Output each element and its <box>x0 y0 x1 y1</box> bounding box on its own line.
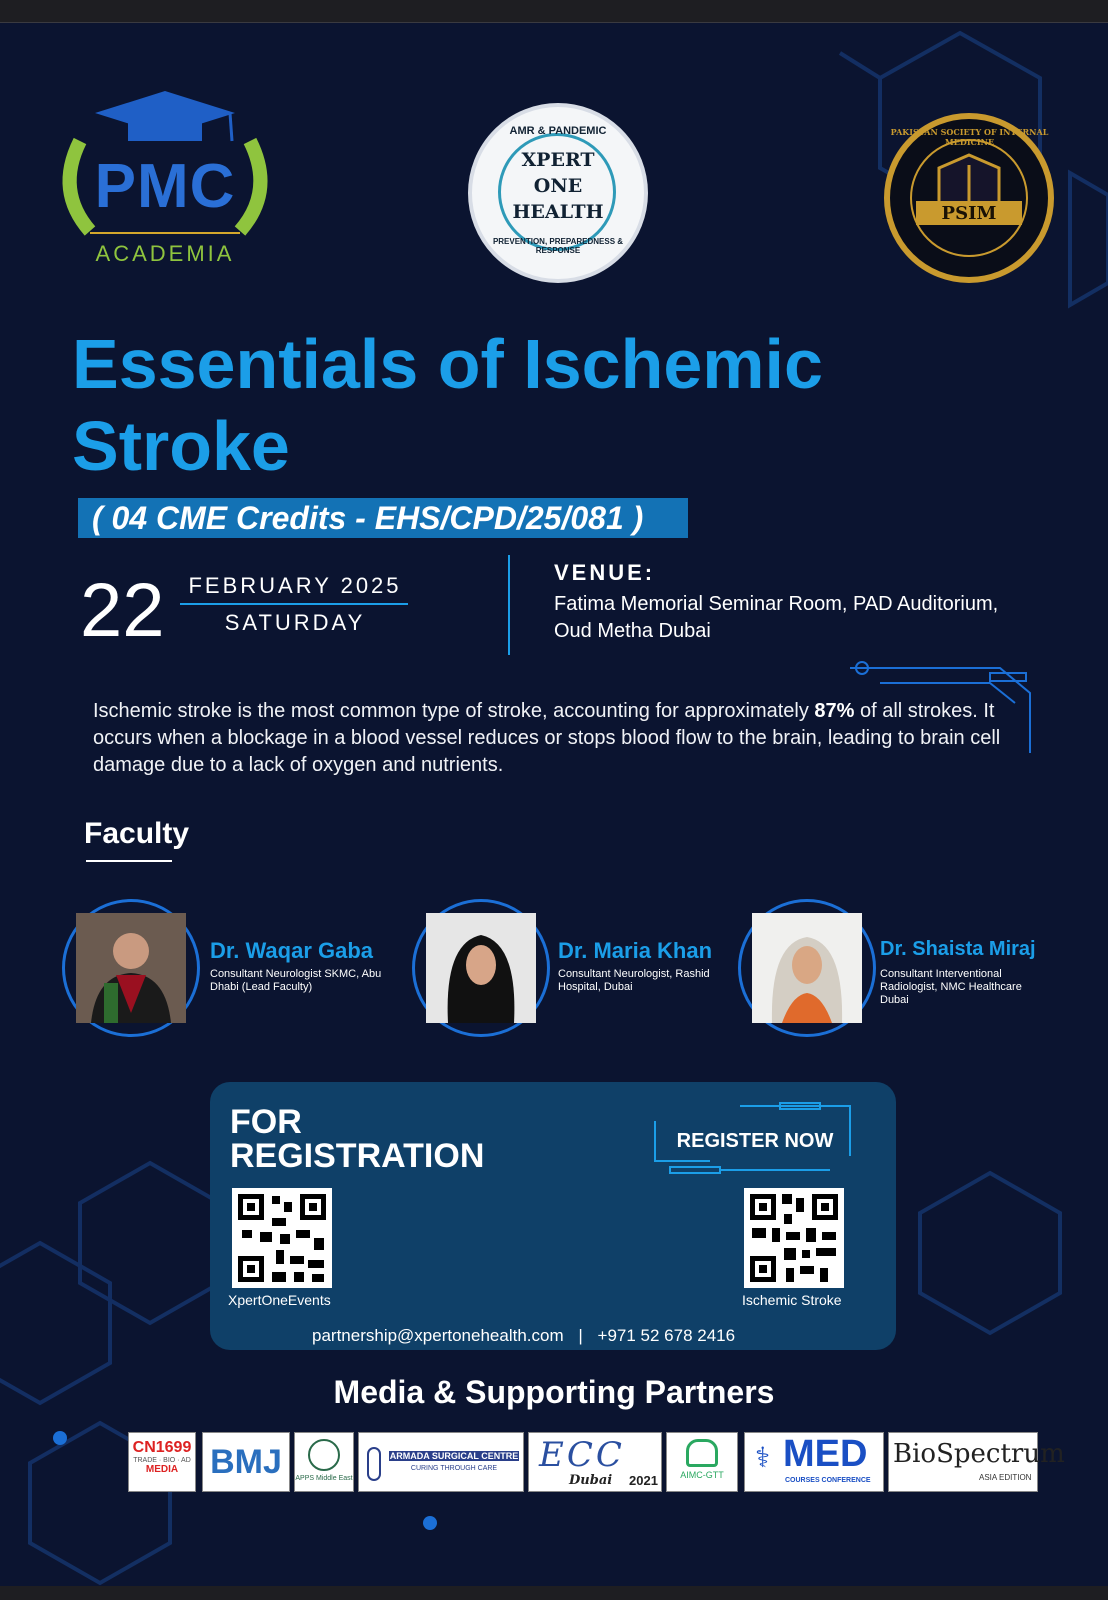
contact-line <box>312 1326 872 1346</box>
partner-subtext: COURSES CONFERENCE <box>785 1477 871 1484</box>
event-month-year: FEBRUARY 2025 <box>188 573 402 598</box>
event-weekday: SATURDAY <box>224 610 366 635</box>
partner-name: BMJ <box>210 1443 282 1481</box>
partner-subtext: CURING THROUGH CARE <box>410 1465 498 1472</box>
register-now-button[interactable]: REGISTER NOW <box>660 1119 850 1161</box>
faculty-heading: Faculty <box>84 817 190 850</box>
description-highlight: 87% <box>814 700 855 722</box>
psim-badge-text: PSIM <box>941 203 997 224</box>
avatar <box>752 913 862 1023</box>
event-title-line1: Essentials of Ischemic <box>72 325 823 403</box>
partner-logo-med <box>744 1432 884 1492</box>
xpert-logo-line3: HEALTH <box>512 201 604 223</box>
faculty-role-maria-khan: Consultant Neurologist, Rashid Hospital, Dubai <box>558 968 710 993</box>
registration-heading-line2: REGISTRATION <box>230 1137 485 1175</box>
partner-name: AIMC-GTT <box>680 1470 724 1480</box>
faculty-underline <box>86 860 172 862</box>
partner-logo-apps <box>294 1432 354 1492</box>
partner-name: BioSpectrum <box>893 1439 1065 1469</box>
contact-phone[interactable]: +971 52 678 2416 <box>597 1326 736 1345</box>
faculty-name-waqar-gaba: Dr. Waqar Gaba <box>210 938 374 963</box>
faculty-name-shaista-miraj: Dr. Shaista Miraj <box>880 938 1036 960</box>
faculty-name-maria-khan: Dr. Maria Khan <box>558 938 713 963</box>
partner-logo-armada <box>358 1432 524 1492</box>
partners-heading: Media & Supporting Partners <box>333 1374 775 1410</box>
armada-emblem-icon <box>367 1447 381 1481</box>
psim-arc-text: PAKISTAN SOCIETY OF INTERNAL MEDICINE <box>890 127 1049 147</box>
psim-logo <box>882 113 1057 283</box>
pmc-logo-subtext: ACADEMIA <box>95 241 235 266</box>
xpert-logo-arc-top: AMR & PANDEMIC <box>509 125 607 137</box>
caduceus-icon: ⚕ <box>755 1442 771 1473</box>
partner-logo-biospectrum <box>888 1432 1065 1492</box>
person-silhouette-icon <box>76 913 186 1023</box>
venue-line1: Fatima Memorial Seminar Room, PAD Auditorium, <box>554 593 999 615</box>
xpert-logo-line1: XPERT <box>521 149 595 171</box>
cme-credits-banner: ( 04 CME Credits - EHS/CPD/25/081 ) <box>78 498 688 538</box>
person-silhouette-icon <box>426 913 536 1023</box>
faculty-photo-shaista-miraj <box>738 899 876 1037</box>
venue-heading: VENUE: <box>554 560 656 585</box>
partner-logo-eccc <box>528 1432 662 1492</box>
partner-subtext: TRADE · BIO · AD <box>133 1457 191 1464</box>
qr-caption-right: Ischemic Stroke <box>742 1292 842 1308</box>
description-text-end: of all strokes. It occurs when a blockage in a blood vessel reduces or stops blood flow to the brain, leading to brain cell damage due to a lack of oxygen and nutrients. <box>93 700 1001 776</box>
avatar <box>76 913 186 1023</box>
qr-code-ischemic-stroke[interactable] <box>744 1188 844 1288</box>
registration-heading <box>230 1105 484 1173</box>
venue-line2: Oud Metha Dubai <box>554 620 711 642</box>
partner-year: 2021 <box>629 1473 658 1488</box>
partner-subtext: ASIA EDITION <box>979 1473 1032 1482</box>
event-poster <box>0 23 1108 1586</box>
partner-subtext-2: MEDIA <box>145 1464 179 1475</box>
date-venue-divider <box>508 555 510 655</box>
faculty-photo-waqar-gaba <box>62 899 200 1037</box>
date-underline <box>180 603 408 605</box>
faculty-photo-maria-khan <box>412 899 550 1037</box>
description-text-start: Ischemic stroke is the most common type of stroke, accounting for approximately <box>93 700 815 722</box>
qr-code-icon <box>232 1188 332 1288</box>
partner-name: APPS Middle East <box>295 1475 353 1482</box>
contact-separator: | <box>578 1326 583 1345</box>
partner-name: ARMADA SURGICAL CENTRE <box>389 1451 519 1461</box>
pmc-academia-logo <box>60 91 270 271</box>
event-day: 22 <box>80 568 165 653</box>
faculty-role-waqar-gaba: Consultant Neurologist SKMC, Abu Dhabi (Lead Faculty) <box>210 968 382 993</box>
faculty-role-shaista-miraj: Consultant Interventional Radiologist, NMC Healthcare Dubai <box>880 968 1022 1006</box>
event-title-line2: Stroke <box>72 407 290 485</box>
event-title <box>72 323 1052 487</box>
xpert-logo-line2: ONE <box>533 175 583 197</box>
registration-heading-line1: FOR <box>230 1103 302 1141</box>
contact-email[interactable]: partnership@xpertonehealth.com <box>312 1326 564 1345</box>
window-top-bar <box>0 0 1108 23</box>
avatar <box>426 913 536 1023</box>
partner-name: MED <box>783 1433 868 1475</box>
partner-name: CN1699 <box>132 1439 192 1456</box>
aimc-heart-icon <box>686 1439 718 1467</box>
event-description <box>93 698 1043 779</box>
qr-code-xpertoneevents[interactable] <box>232 1188 332 1288</box>
xpert-one-health-logo <box>468 103 648 283</box>
qr-caption-left: XpertOneEvents <box>228 1292 331 1308</box>
partner-subtext: Dubai <box>569 1473 613 1488</box>
apps-emblem-icon <box>308 1439 340 1471</box>
qr-code-icon <box>744 1188 844 1288</box>
window-bottom-bar <box>0 1586 1108 1600</box>
xpert-logo-arc-bottom: PREVENTION, PREPAREDNESS & RESPONSE <box>492 237 624 255</box>
partner-name: ECC <box>539 1435 625 1475</box>
person-silhouette-icon <box>752 913 862 1023</box>
partner-logo-aimc-gtt <box>666 1432 738 1492</box>
pmc-logo-text: PMC <box>94 152 236 221</box>
partner-logo-cn1699 <box>128 1432 196 1492</box>
partner-logo-bmj <box>202 1432 290 1492</box>
